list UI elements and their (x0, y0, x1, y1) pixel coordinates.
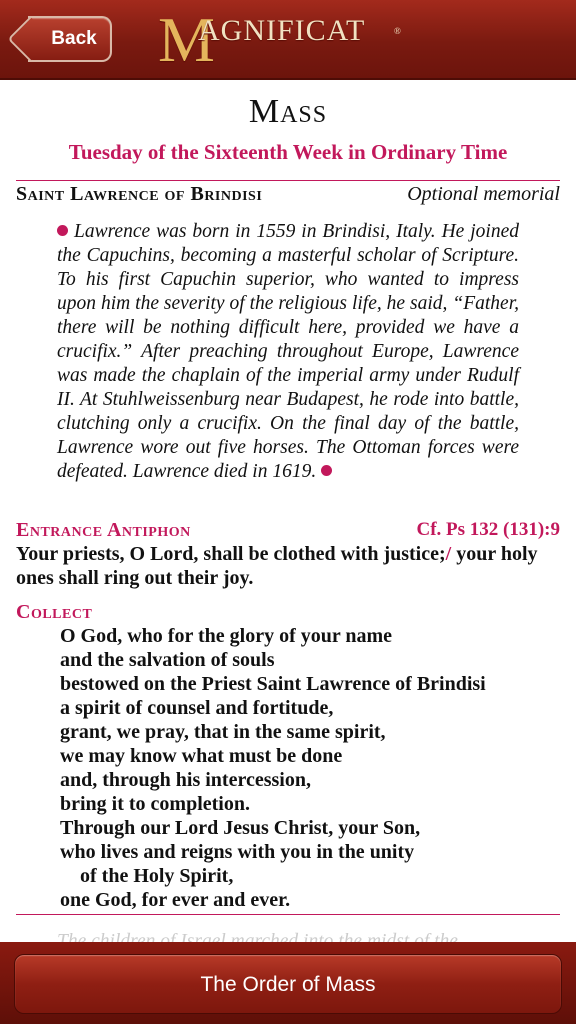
entrance-antiphon-heading: Entrance Antiphon (16, 519, 191, 541)
brand-initial: M (158, 4, 215, 75)
page-title: Mass (248, 93, 328, 130)
collect-line: Through our Lord Jesus Christ, your Son, (60, 817, 421, 839)
collect-line: grant, we pray, that in the same spirit, (60, 721, 386, 743)
collect-line: a spirit of counsel and fortitude, (60, 697, 334, 719)
collect-line: one God, for ever and ever. (60, 889, 291, 911)
bullet-dot-icon (57, 225, 68, 236)
biography-text: Lawrence was born in 1559 in Brindisi, Italy. He joined the Capuchins, becoming a masterful scholar of Scripture. To his first Capuchin superior, who wanted to impress upon him the severity of the religious life, he said, “Father, there will be nothing difficult here, provided we have a crucifix.” After preaching throughout Europe, Lawrence was made the chaplain of the imperial army under Rudulf II. At Stuhlweissenburg near Budapest, he rode into battle, clutching only a crucifix. On the final day of the battle, Lawrence wore out five horses. The Ottoman forces were defeated. Lawrence died in 1619. (57, 221, 520, 482)
divider (16, 914, 560, 915)
antiphon-part-2: your holy ones shall ring out their joy. (16, 543, 538, 589)
collect-line: and the salvation of souls (60, 649, 275, 671)
collect-line: we may know what must be done (60, 745, 343, 767)
registered-mark: ® (394, 26, 401, 36)
back-button[interactable] (28, 16, 112, 62)
divider (16, 180, 560, 181)
saint-name: Saint Lawrence of Brindisi (16, 183, 263, 205)
collect-line: of the Holy Spirit, (80, 865, 234, 887)
collect-line: bring it to completion. (60, 793, 250, 815)
bottom-toolbar (0, 942, 576, 1024)
collect-prayer (60, 624, 560, 912)
entrance-antiphon-text (16, 542, 564, 590)
nav-header (0, 0, 576, 80)
collect-line: bestowed on the Priest Saint Lawrence of Brindisi (60, 673, 486, 695)
antiphon-part-1: Your priests, O Lord, shall be clothed with justice; (16, 543, 446, 565)
brand-name: AGNIFICAT (198, 14, 366, 47)
collect-line: O God, who for the glory of your name (60, 625, 393, 647)
saint-rank: Optional memorial (407, 183, 560, 205)
back-button-label: Back (51, 28, 97, 49)
liturgical-day: Tuesday of the Sixteenth Week in Ordinary Time (68, 140, 508, 164)
collect-line: and, through his intercession, (60, 769, 311, 791)
antiphon-separator: / (445, 543, 452, 565)
entrance-antiphon-reference: Cf. Ps 132 (131):9 (416, 519, 560, 540)
order-of-mass-button[interactable]: The Order of Mass (14, 954, 562, 1014)
brand-logo (158, 4, 418, 76)
bullet-dot-icon (321, 465, 332, 476)
saint-biography (57, 220, 519, 484)
collect-line: who lives and reigns with you in the unity (60, 841, 415, 863)
collect-heading: Collect (16, 601, 93, 623)
